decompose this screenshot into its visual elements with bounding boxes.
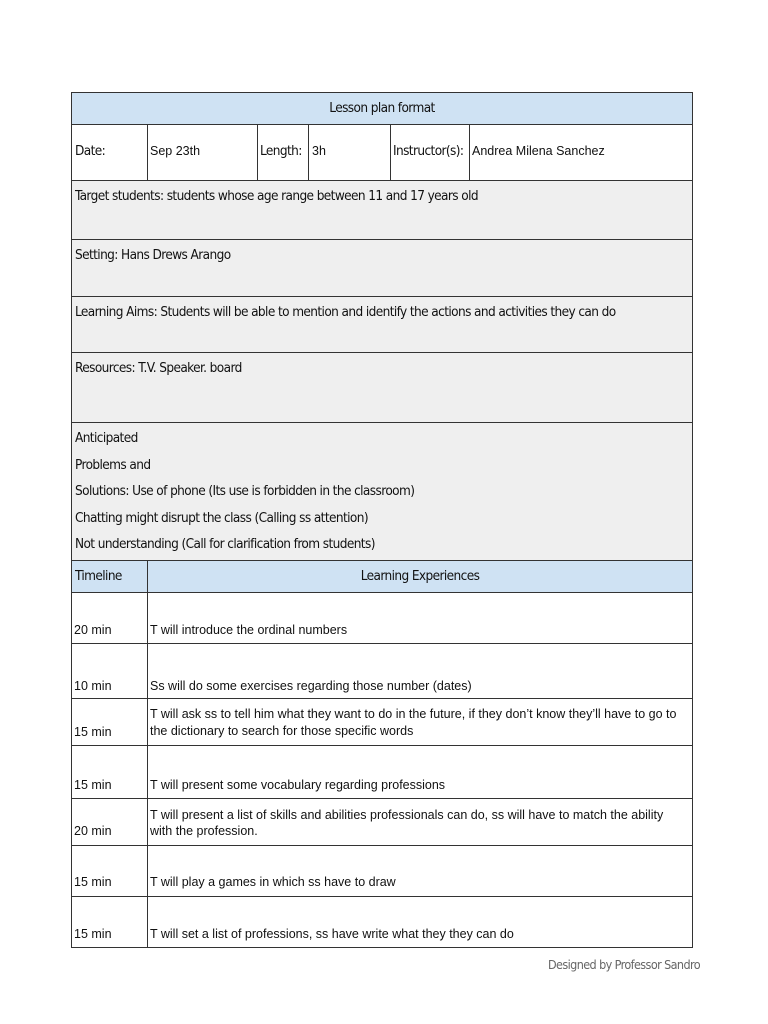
row-activity: T will ask ss to tell him what they want to do in the future, if they don’t know they’ll have to go to: [150, 707, 677, 721]
row-time: 15 min: [74, 875, 112, 889]
row-time: 20 min: [74, 623, 112, 637]
target-students: Target students: students whose age range between 11 and 17 years old: [75, 188, 478, 204]
row-activity-cont: with the profession.: [150, 824, 258, 838]
length-value-cell: [308, 124, 391, 181]
timeline-header-cell: [71, 560, 148, 593]
instructor-value: Andrea Milena Sanchez: [472, 144, 605, 158]
table-row: [71, 798, 148, 846]
resources-row: [71, 352, 693, 423]
problems-line: Anticipated: [75, 430, 138, 446]
experiences-header: Learning Experiences: [360, 568, 480, 584]
length-value: 3h: [312, 144, 326, 158]
target-students-row: [71, 180, 693, 240]
title-row: [71, 92, 693, 125]
row-activity: T will set a list of professions, ss have write what they they can do: [150, 927, 514, 941]
row-activity: T will present some vocabulary regarding professions: [150, 778, 446, 792]
timeline-header: Timeline: [75, 568, 122, 584]
row-time: 15 min: [74, 725, 112, 739]
table-row: [147, 896, 693, 948]
date-label-cell: [71, 124, 148, 181]
problems-line: Problems and: [75, 457, 151, 473]
learning-aims-row: [71, 296, 693, 353]
table-row: [71, 845, 148, 897]
instructor-label-cell: [390, 124, 470, 181]
table-row: [71, 643, 148, 699]
table-row: [71, 592, 148, 644]
table-row: [147, 798, 693, 846]
date-value-cell: [147, 124, 258, 181]
page-title: Lesson plan format: [329, 100, 435, 116]
setting: Setting: Hans Drews Arango: [75, 247, 231, 263]
instructor-value-cell: [469, 124, 693, 181]
date-label: Date:: [75, 143, 106, 159]
problems-row: [71, 422, 693, 561]
table-row: [147, 698, 693, 746]
row-activity: T will present a list of skills and abilities professionals can do, ss will have to match the ability: [150, 808, 664, 822]
table-row: [147, 745, 693, 799]
row-time: 20 min: [74, 824, 112, 838]
length-label-cell: [257, 124, 309, 181]
problems-line: Chatting might disrupt the class (Calling ss attention): [75, 510, 368, 526]
table-row: [71, 896, 148, 948]
setting-row: [71, 239, 693, 297]
row-activity: T will introduce the ordinal numbers: [150, 623, 348, 637]
table-row: [71, 745, 148, 799]
row-activity: T will play a games in which ss have to draw: [150, 875, 396, 889]
row-time: 15 min: [74, 778, 112, 792]
row-activity-cont: the dictionary to search for those specific words: [150, 724, 414, 738]
table-row: [71, 698, 148, 746]
experiences-header-cell: [147, 560, 693, 593]
table-row: [147, 643, 693, 699]
table-row: [147, 592, 693, 644]
learning-aims: Learning Aims: Students will be able to mention and identify the actions and activities they can do: [75, 304, 616, 320]
instructor-label: Instructor(s):: [393, 143, 464, 159]
problems-line: Solutions: Use of phone (Its use is forbidden in the classroom): [75, 483, 415, 499]
row-time: 15 min: [74, 927, 112, 941]
resources: Resources: T.V. Speaker. board: [75, 360, 242, 376]
problems-line: Not understanding (Call for clarification from students): [75, 536, 375, 552]
designer-credit: Designed by Professor Sandro: [548, 957, 701, 972]
length-label: Length:: [260, 143, 302, 159]
row-activity: Ss will do some exercises regarding those number (dates): [150, 679, 472, 693]
date-value: Sep 23th: [150, 144, 201, 158]
row-time: 10 min: [74, 679, 112, 693]
table-row: [147, 845, 693, 897]
